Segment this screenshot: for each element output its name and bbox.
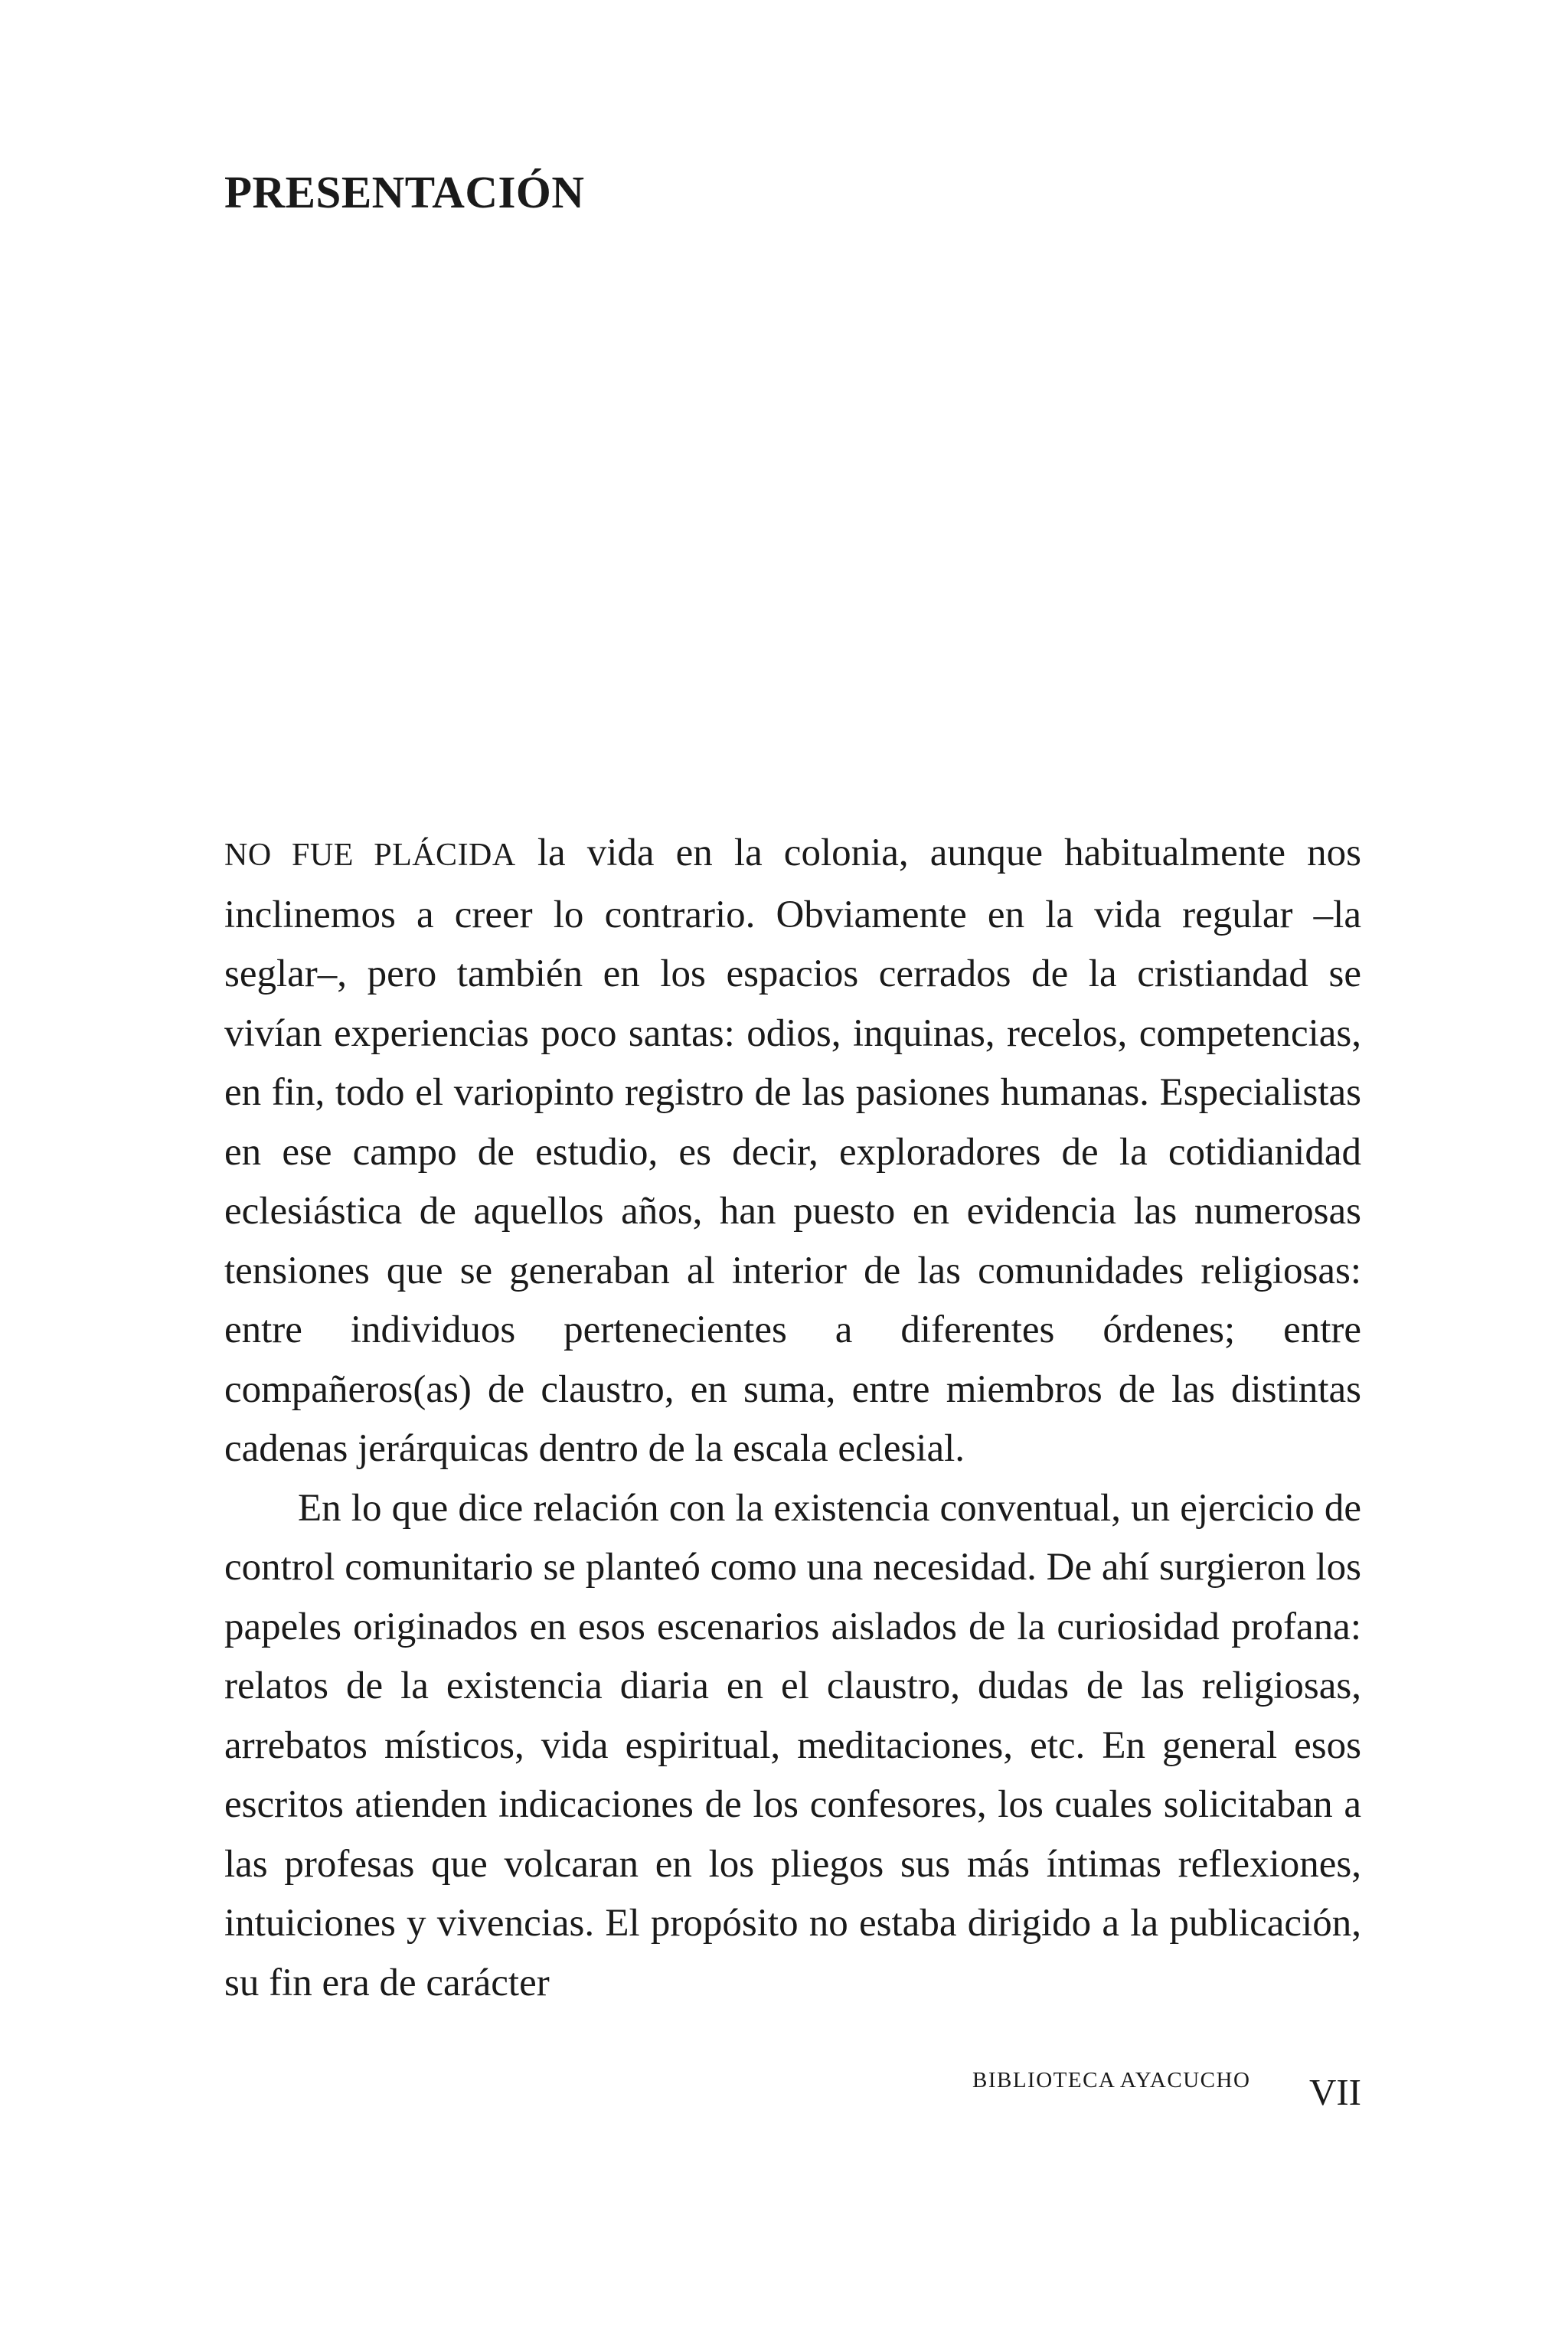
page-number: VII (1308, 2071, 1361, 2113)
paragraph-1-text: la vida en la colonia, aunque habitualmente nos inclinemos a creer lo contrario. Obviamente en la vida regular –la seglar–, pero también en los espacios cerrados de la cristiandad se vivían experiencias poco santas: odios, inquinas, recelos, competencias, en fin, todo el variopinto registro de las pasiones humanas. Especialistas en ese campo de estudio, es decir, exploradores de la cotidianidad eclesiástica de aquellos años, han puesto en evidencia las numerosas tensiones que se generaban al interior de las comunidades religiosas: entre individuos pertenecientes a diferentes órdenes; entre compañeros(as) de claustro, en suma, entre miembros de las distintas cadenas jerárquicas dentro de la escala eclesial. (224, 831, 1361, 1470)
paragraph-1 (224, 824, 1361, 1479)
lead-in-small-caps: NO FUE PLÁCIDA (224, 838, 516, 873)
paragraph-2: En lo que dice relación con la existencia conventual, un ejercicio de control comunitario se planteó como una necesidad. De ahí surgieron los papeles originados en esos escenarios aislados de la curiosidad profana: relatos de la existencia diaria en el claustro, dudas de las religiosas, arrebatos místicos, vida espiritual, meditaciones, etc. En general esos escritos atienden indicaciones de los confesores, los cuales solicitaban a las profesas que volcaran en los pliegos sus más íntimas reflexiones, intuiciones y vivencias. El propósito no estaba dirigido a la publicación, su fin era de carácter (224, 1486, 1361, 2004)
body-text (224, 824, 1361, 2013)
chapter-title: PRESENTACIÓN (224, 167, 585, 217)
footer-publisher: BIBLIOTECA AYACUCHO (972, 2068, 1251, 2092)
